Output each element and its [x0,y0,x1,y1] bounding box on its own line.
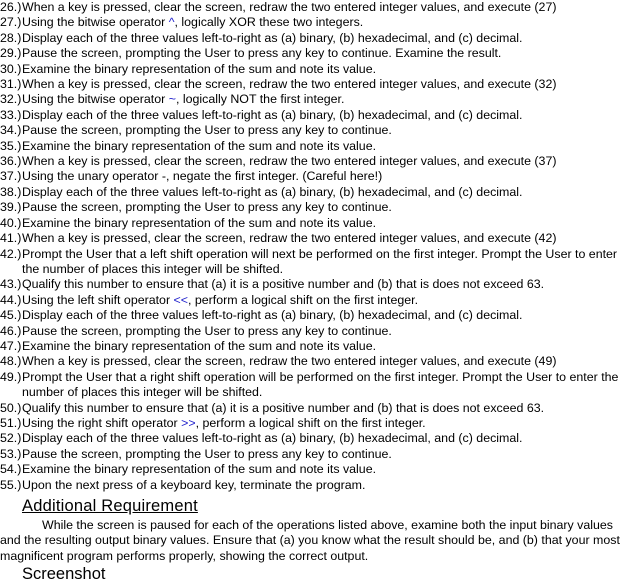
step-number: 29.) [0,46,22,61]
step-item [0,370,643,401]
step-text: Examine the binary representation of the sum and note its value. [22,338,377,353]
step-item [0,0,643,15]
step-number: 44.) [0,292,22,307]
step-text: Qualify this number to ensure that (a) it is a positive number and (b) that is does not exceed 63. [22,277,545,292]
step-number: 35.) [0,138,22,153]
step-item [0,62,643,77]
step-number: 51.) [0,415,22,430]
step-item [0,139,643,154]
step-item [0,293,643,308]
step-number: 39.) [0,200,22,215]
step-text: Pause the screen, prompting the User to press any key to continue. Examine the result. [22,46,502,61]
operator-symbol: >> [181,415,196,430]
step-text: Examine the binary representation of the sum and note its value. [22,138,377,153]
step-item [0,154,643,169]
operator-symbol: ^ [168,15,175,30]
step-text: , perform a logical shift on the first integer. [188,292,419,307]
step-number: 50.) [0,400,22,415]
step-text: When a key is pressed, clear the screen, redraw the two entered integer values, and execute (37) [22,154,557,169]
step-number: 42.) [0,246,22,261]
step-text: Examine the binary representation of the sum and note its value. [22,462,377,477]
step-text: , logically XOR these two integers. [174,15,364,30]
step-number: 26.) [0,0,22,14]
step-item [0,416,643,431]
step-item [0,431,643,446]
step-item [0,92,643,107]
step-number: 31.) [0,77,22,92]
step-number: 27.) [0,15,22,30]
step-text: Pause the screen, prompting the User to press any key to continue. [22,446,392,461]
step-number: 38.) [0,184,22,199]
step-item [0,185,643,200]
step-item [0,277,643,292]
step-number: 36.) [0,154,22,169]
additional-requirement-heading: Additional Requirement [22,497,198,515]
step-number: 49.) [0,369,22,384]
step-item [0,447,643,462]
step-item [0,339,643,354]
step-number: 34.) [0,123,22,138]
step-item [0,123,643,138]
step-number: 47.) [0,338,22,353]
step-text: When a key is pressed, clear the screen, redraw the two entered integer values, and execute (32) [22,77,557,92]
step-number: 52.) [0,431,22,446]
step-number: 55.) [0,477,22,492]
step-text: Qualify this number to ensure that (a) it is a positive number and (b) that is does not exceed 63. [22,400,545,415]
step-text: Display each of the three values left-to-right as (a) binary, (b) hexadecimal, and (c) decimal. [22,308,523,323]
step-text: Using the bitwise operator [22,15,169,30]
step-text: When a key is pressed, clear the screen, redraw the two entered integer values, and execute (49) [22,354,557,369]
step-item [0,46,643,61]
step-number: 32.) [0,92,22,107]
step-number: 30.) [0,61,22,76]
step-item [0,231,643,246]
additional-requirement-paragraph: While the screen is paused for each of the operations listed above, examine both the input binary values and the resulting output binary values. Ensure that (a) you know what the result should be, and (b) that your most magnificent program performs properly, showing the correct output. [0,518,620,563]
step-text: Using the right shift operator [22,415,182,430]
step-number: 33.) [0,107,22,122]
step-text: Using the left shift operator [22,292,174,307]
step-item [0,324,643,339]
step-number: 40.) [0,215,22,230]
step-text: Examine the binary representation of the sum and note its value. [22,61,377,76]
step-text: Pause the screen, prompting the User to press any key to continue. [22,123,392,138]
step-text: Display each of the three values left-to-right as (a) binary, (b) hexadecimal, and (c) decimal. [22,30,523,45]
step-item [0,478,643,493]
step-item [0,216,643,231]
step-text: Pause the screen, prompting the User to press any key to continue. [22,200,392,215]
step-item [0,31,643,46]
operator-symbol: << [173,292,189,307]
step-item [0,354,643,369]
step-number: 48.) [0,354,22,369]
step-item [0,401,643,416]
step-text: When a key is pressed, clear the screen, redraw the two entered integer values, and execute (42) [22,231,557,246]
step-number: 43.) [0,277,22,292]
step-item [0,247,643,278]
step-number: 41.) [0,231,22,246]
step-text: Prompt the User that a left shift operation will next be performed on the first integer. Prompt the User to enter the number of places this integer will be shifted. [22,246,618,276]
step-number: 53.) [0,446,22,461]
step-item [0,169,643,184]
step-number: 45.) [0,308,22,323]
step-number: 28.) [0,30,22,45]
step-text: Examine the binary representation of the sum and note its value. [22,215,377,230]
step-text: Pause the screen, prompting the User to press any key to continue. [22,323,392,338]
step-text: Display each of the three values left-to-right as (a) binary, (b) hexadecimal, and (c) decimal. [22,184,523,199]
step-item [0,108,643,123]
step-text: When a key is pressed, clear the screen, redraw the two entered integer values, and execute (27) [22,0,557,14]
step-text: Upon the next press of a keyboard key, terminate the program. [22,477,366,492]
step-text: Display each of the three values left-to-right as (a) binary, (b) hexadecimal, and (c) decimal. [22,431,523,446]
step-text: Using the bitwise operator [22,92,169,107]
step-number: 37.) [0,169,22,184]
step-number: 46.) [0,323,22,338]
step-item [0,462,643,477]
step-item [0,308,643,323]
step-item [0,77,643,92]
step-text: Using the unary operator -, negate the first integer. (Careful here!) [22,169,383,184]
step-text: , perform a logical shift on the first integer. [195,415,426,430]
step-item [0,200,643,215]
step-text: Prompt the User that a right shift operation will be performed on the first integer. Prompt the User to enter the number of places this integer will be shifted. [22,369,619,400]
next-heading-partial: Screenshot [22,565,106,584]
step-text: Display each of the three values left-to-right as (a) binary, (b) hexadecimal, and (c) decimal. [22,107,523,122]
step-number: 54.) [0,462,22,477]
operator-symbol: ~ [168,92,176,107]
step-item [0,15,643,30]
step-text: , logically NOT the first integer. [175,92,345,107]
